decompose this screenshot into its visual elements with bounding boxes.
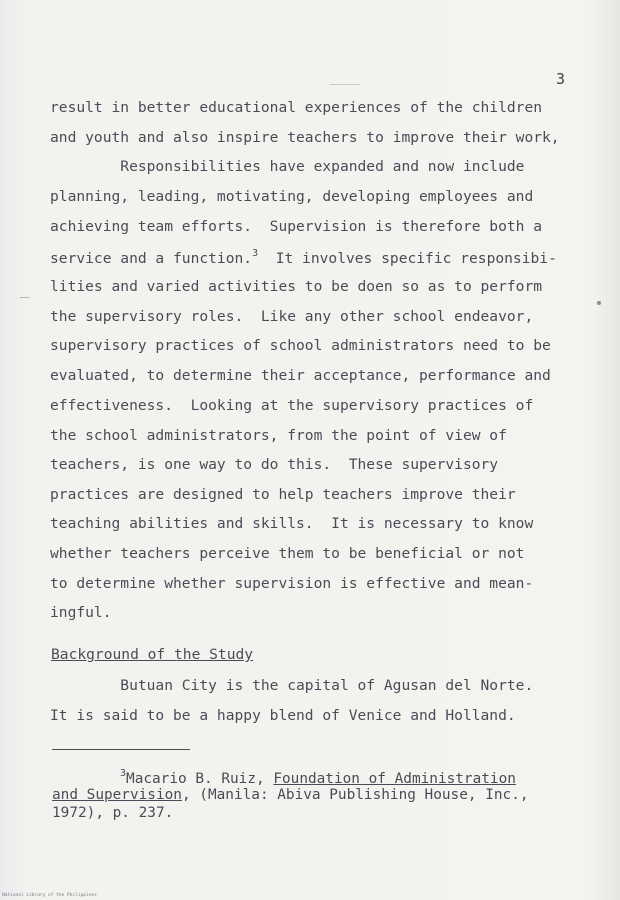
paragraph-line: teachers, is one way to do this. These supervisory	[50, 456, 499, 473]
footnote-line: 1972), p. 237.	[52, 805, 174, 821]
section-heading: Background of the Study	[51, 646, 254, 663]
paragraph-line-start: service and a function.	[50, 250, 253, 267]
paragraph-line: Butuan City is the capital of Agusan del Norte.	[50, 677, 534, 694]
scan-mark	[20, 297, 30, 298]
footnote-line	[52, 787, 529, 803]
paragraph-line: planning, leading, motivating, developing employees and	[50, 188, 534, 205]
footnote-title: and Supervision	[52, 787, 182, 803]
paragraph-line: practices are designed to help teachers improve their	[50, 486, 516, 503]
footnote-line	[120, 768, 516, 787]
paragraph-line: lities and varied activities to be doen so as to perform	[50, 278, 543, 295]
paragraph-line: the school administrators, from the point of view of	[50, 427, 507, 444]
footnote-title: Foundation of Administration	[273, 771, 516, 787]
footnote-divider	[52, 749, 190, 750]
scan-mark	[597, 301, 601, 305]
paragraph-line: ingful.	[50, 604, 112, 621]
paragraph-line-end: It involves specific responsibi-	[258, 250, 557, 267]
paragraph-line: achieving team efforts. Supervision is therefore both a	[50, 218, 543, 235]
paragraph-line: whether teachers perceive them to be beneficial or not	[50, 545, 525, 562]
footnote-reference: 3	[252, 248, 259, 259]
footer-caption: National Library of the Philippines	[2, 893, 97, 898]
paragraph-line: It is said to be a happy blend of Venice and Holland.	[50, 707, 516, 724]
paragraph-line: Responsibilities have expanded and now include	[50, 158, 525, 175]
footnote-publisher: , (Manila: Abiva Publishing House, Inc.,	[181, 787, 529, 803]
footnote-mark: 3	[120, 768, 127, 779]
footnote-author: Macario B. Ruiz,	[126, 771, 274, 787]
paragraph-line: result in better educational experiences of the children	[50, 99, 543, 116]
paragraph-line: evaluated, to determine their acceptance, performance and	[50, 367, 551, 384]
paragraph-line: effectiveness. Looking at the supervisory practices of	[50, 397, 534, 414]
page-number: 3	[556, 70, 566, 88]
paragraph-line	[50, 248, 557, 267]
paragraph-line: supervisory practices of school administrators need to be	[50, 337, 551, 354]
paragraph-line: and youth and also inspire teachers to improve their work,	[50, 129, 560, 146]
scan-mark	[330, 84, 360, 85]
paragraph-line: the supervisory roles. Like any other school endeavor,	[50, 308, 534, 325]
paragraph-line: teaching abilities and skills. It is necessary to know	[50, 515, 534, 532]
paragraph-line: to determine whether supervision is effective and mean-	[50, 575, 534, 592]
